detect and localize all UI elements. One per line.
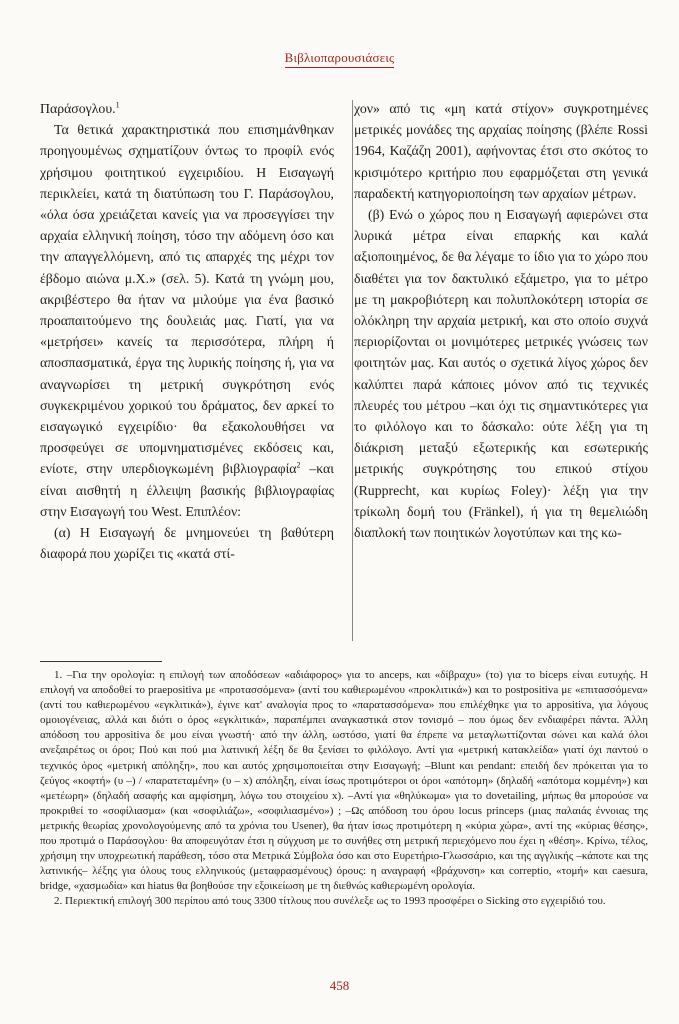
page-number: 458	[329, 978, 350, 993]
right-column	[354, 98, 648, 643]
paragraph: Τα θετικά χαρακτηριστικά που επισημάνθηκαν προηγουμένως σχηματίζουν όντως το προφίλ ενός χρήσιμου φοιτητικού εγχειριδίου. Η Εισαγωγή περικλείει, κατά τη διατύπωση του Γ. Παράσογλου, «όλα όσα χρειάζεται κανείς για να προσεγγίσει την αρχαία ελληνική ποίηση, τόσο την αδόμενη όσο και την απαγγελλόμενη, από τις απαρχές της μέχρι τον έβδομο αιώνα μ.Χ.» (σελ. 5). Κατά τη γνώμη μου, ακριβέστερο θα ήταν να μιλούμε για ένα βασικό προαπαιτούμενο της δουλειάς μας. Γιατί, για να «μετρήσει» κανείς τα περισσότερα, πλήρη ή αποσπασματικά, έργα της λυρικής ποίησης ή, για να αναγνωρίσει τη μετρική συγκρότηση ενός συγκεκριμένου χορικού του δράματος, δεν αρκεί το εισαγωγικό εγχειρίδιο· θα εξακολουθήσει να προσφεύγει σε υπομνηματισμένες εκδόσεις και, ενίοτε, στην υπερδιογκωμένη βιβλιογραφία$^2$ –και είναι αισθητή η έλλειψη βασικής βιβλιογραφίας στην Εισαγωγή του West. Επιπλέον:	[40, 122, 334, 519]
footnote-ref[interactable]: 1	[115, 100, 120, 110]
paragraph: (β) Ενώ ο χώρος που η Εισαγωγή αφιερώνει στα λυρικά μέτρα είναι επαρκής και καλά αξιοποιημένος, δε θα λέγαμε το ίδιο για το χώρο που διαθέτει για τον δακτυλικό εξάμετρο, για το μέτρο με τη μακροβιότερη και πολυπλοκότερη ιστορία σε ολόκληρη την αρχαία μετρική, και στο οποίο συχνά περιορίζονται οι μονιμότερες μετρικές γνώσεις των φοιτητών μας. Και αυτός ο σχετικά λίγος χώρος δεν καλύπτει παρά κάποιες μόνον από τις τεχνικές πλευρές του μέτρου –και όχι τις σημαντικότερες για το φιλόλογο και το δάσκαλο: ούτε λέξη για τη διάκριση μεταξύ εξωτερικής και εσωτερικής μετρικής συγκρότησης του επικού στίχου (Rupprecht, και κυρίως Foley)· λέξη για την τρίκωλη δομή του (Fränkel), ή για τη θεμελιώδη διαπλοκή των ποιητικών λογοτύπων και της κω-	[354, 207, 648, 541]
footnotes	[40, 668, 648, 910]
left-column	[40, 98, 334, 643]
column-divider	[352, 100, 353, 641]
footnote-2: 2. Περιεκτική επιλογή 300 περίπου από τους 3300 τίτλους που συνέλεξε ως το 1993 προσφέρει ο Sicking στο εγχειρίδιό του.	[54, 895, 606, 908]
paragraph: χον» από τις «μη κατά στίχον» συγκροτημένες μετρικές μονάδες της αρχαίας ποίησης (βλέπε Rossi 1964, Καζάζη 2001), αφήνοντας έτσι στο σκότος το κρισιμότερο κριτήριο που εφαρμόζεται στη γενικά παραδεκτή κατηγοριοποίηση των αρχαίων μέτρων.	[354, 101, 648, 201]
paragraph: (α) Η Εισαγωγή δε μνημονεύει τη βαθύτερη διαφορά που χωρίζει τις «κατά στί-	[40, 525, 334, 562]
footnote-1: 1. –Για την ορολογία: η επιλογή των αποδόσεων «αδιάφορος» για το anceps, και «δίβραχυ» (το) για το biceps είναι ευτυχής. Η επιλογή να αποδοθεί το praepositiva με «προτασσόμενα» (αντί του καθιερωμένου «προκλιτικά») και το postpositiva με «επιτασσόμενα» (αντί του καθιερωμένου «εγκλιτικά»), έγινε κατ' αναλογία προς το «παρατασσόμενα» που επιλέχθηκε για το appositiva, για λόγους ομοιογένειας, αλλά και διότι ο όρος «εγκλιτικά», παραπέμπει αναγκαστικά στον τονισμό – που όμως δεν ενδιαφέρει πάντα. Άλλη απόδοση του appositiva δε μου είναι γνωστή· από την άλλη, ωστόσο, γιατί θα έπρεπε να μεταγλωττίζονται σώνει και καλά όλοι ανεξαιρέτως οι όροι; Πού και πού μια λατινική λέξη δε θα ξενίσει το φιλόλογο. Αντί για «μετρική κατακλείδα» γιατί όχι παντού ο τεχνικός όρος «μετρική απόληξη», που και αυτός χρησιμοποιείται στην Εισαγωγή; –Blunt και pendant: επειδή δεν πρόκειται για το ζεύγος «κοφτή» (υ –) / «παρατεταμένη» (υ – x) απόληξη, είναι ίσως προτιμότεροι οι όροι «απότομη» (δηλαδή «απότομα κομμένη») και «μετέωρη» (δηλαδή ασαφής και αμφίσημη, λόγω του στοιχείου x). –Αντί για «θηλύκωμα» για το dovetailing, μήπως θα μπορούσε να προκριθεί το «σοφίλιασμα» (και «σοφιλιάζω», «σοφιλιασμένο») ; –Ως απόδοση του όρου locus princeps (μιας παλαιάς έννοιας της μετρικής θεωρίας χρονολογούμενης από τα χρόνια του Usener), θα ήταν ίσως προτιμότερη η «κύρια χώρα», αντί της «κύριας θέσης», που προτιμά ο Παράσογλου· θα αποφευγόταν έτσι η σύγχυση με το συνήθες στη μετρική περιεχόμενο που έχει η «θέση». Κρίνω, τέλος, χρήσιμη την υποχρεωτική παράθεση, τόσο στα Μετρικά Σύμβολα όσο και στο Ευρετήριο-Γλωσσάριο, και της αγγλικής –κάποτε και της λατινικής– λέξης για όλους τους ελληνικούς (μεταφρασμένους) όρους: η αναγραφή «βράχυνση» και correptio, «τομή» και caesura, bridge, «χασμωδία» και hiatus θα βοηθούσε την εξοικείωση με τη διεθνώς καθιερωμένη ορολογία.	[40, 669, 648, 893]
running-head	[0, 50, 679, 68]
body-columns	[40, 98, 648, 643]
running-title: Βιβλιοπαρουσιάσεις	[285, 50, 395, 68]
paragraph: Παράσογλου.$^1$	[40, 100, 120, 116]
footnote-ref[interactable]: 2	[296, 460, 301, 470]
footnote-rule	[40, 661, 162, 662]
